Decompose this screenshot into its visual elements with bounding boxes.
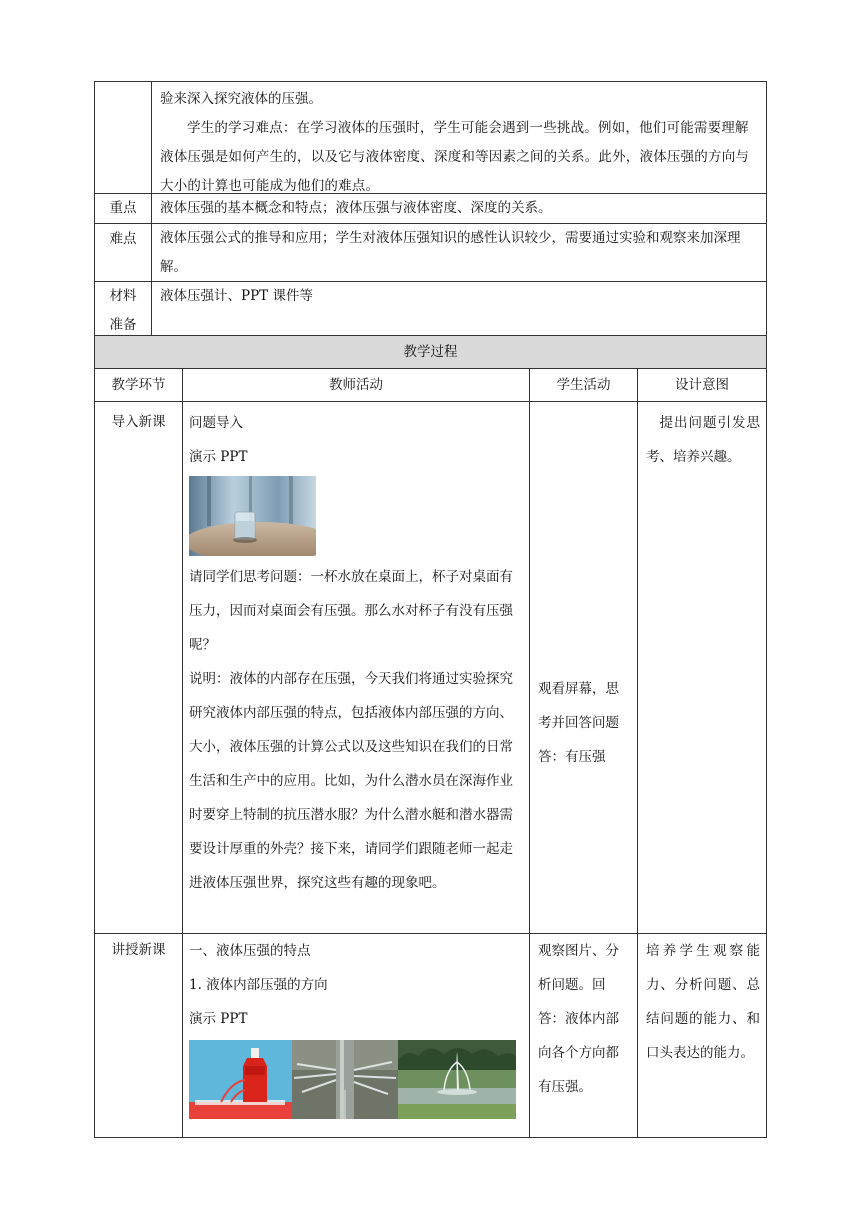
- row1-student-cell: 观看屏幕，思考并回答问题答：有压强: [529, 401, 638, 934]
- row2-heading: 一、液体压强的特点: [189, 943, 311, 959]
- process-title-cell: [94, 335, 767, 369]
- row2-demo: 演示 PPT: [189, 1011, 248, 1027]
- difficulty-content: 液体压强公式的推导和应用；学生对液体压强知识的感性认识较少，需要通过实验和观察来加深理解。: [151, 223, 767, 282]
- glass-of-water-icon: [189, 476, 316, 556]
- fountain-image: [398, 1040, 516, 1119]
- header-intent: 设计意图: [637, 368, 767, 402]
- continued-line: 验来深入探究液体的压强。: [160, 91, 322, 107]
- process-title: 教学过程: [403, 343, 458, 360]
- bottle-jets-icon: [189, 1040, 292, 1119]
- row1-stage-cell: 导入新课: [94, 401, 183, 934]
- row2-intent-cell: 培养学生观察能力、分析问题、总结问题的能力、和口头表达的能力。: [637, 933, 767, 1138]
- materials-label: 材料 准备: [94, 281, 152, 339]
- glass-of-water-image: [189, 476, 316, 556]
- row-continued-label-cell: [94, 81, 152, 194]
- header-stage: 教学环节: [94, 368, 183, 402]
- pipe-spray-icon: [292, 1040, 398, 1119]
- row2-stage-cell: 讲授新课: [94, 933, 183, 1138]
- row1-question: 请同学们思考问题：一杯水放在桌面上，杯子对桌面有压力，因而对桌面会有压强。那么水对杯子有没有压强呢？: [189, 569, 513, 653]
- materials-content: 液体压强计、PPT 课件等: [151, 281, 767, 339]
- difficulty-label: 难点: [94, 223, 152, 282]
- difficulty-paragraph: 学生的学习难点：在学习液体的压强时，学生可能会遇到一些挑战。例如，他们可能需要理解液体压强是如何产生的，以及它与液体密度、深度和等因素之间的关系。此外，液体压强的方向与大小的计算也可能成为他们的难点。: [160, 120, 750, 194]
- key-point-label: 重点: [94, 193, 152, 224]
- row1-heading: 问题导入: [189, 415, 243, 431]
- row1-intent-cell: 提出问题引发思考、培养兴趣。: [637, 401, 767, 934]
- bottle-jets-image: [189, 1040, 292, 1119]
- header-student: 学生活动: [529, 368, 638, 402]
- row1-demo: 演示 PPT: [189, 449, 248, 465]
- key-point-content: 液体压强的基本概念和特点；液体压强与液体密度、深度的关系。: [151, 193, 767, 224]
- row2-sub: 1. 液体内部压强的方向: [189, 977, 328, 993]
- pipe-spray-image: [292, 1040, 398, 1119]
- header-teacher: 教师活动: [182, 368, 530, 402]
- row-continued-content-cell: [151, 81, 767, 194]
- row1-explain: 说明：液体的内部存在压强，今天我们将通过实验探究研究液体内部压强的特点，包括液体内部压强的方向、大小，液体压强的计算公式以及这些知识在我们的日常生活和生产中的应用。比如，为什么潜水员在深海作业时要穿上特制的抗压潜水服？为什么潜水艇和潜水器需要设计厚重的外壳？接下来，请同学们跟随老师一起走进液体压强世界，探究这些有趣的现象吧。: [189, 671, 513, 891]
- row2-student-cell: 观察图片、分析问题。回答：液体内部向各个方向都有压强。: [529, 933, 638, 1138]
- fountain-icon: [398, 1040, 516, 1119]
